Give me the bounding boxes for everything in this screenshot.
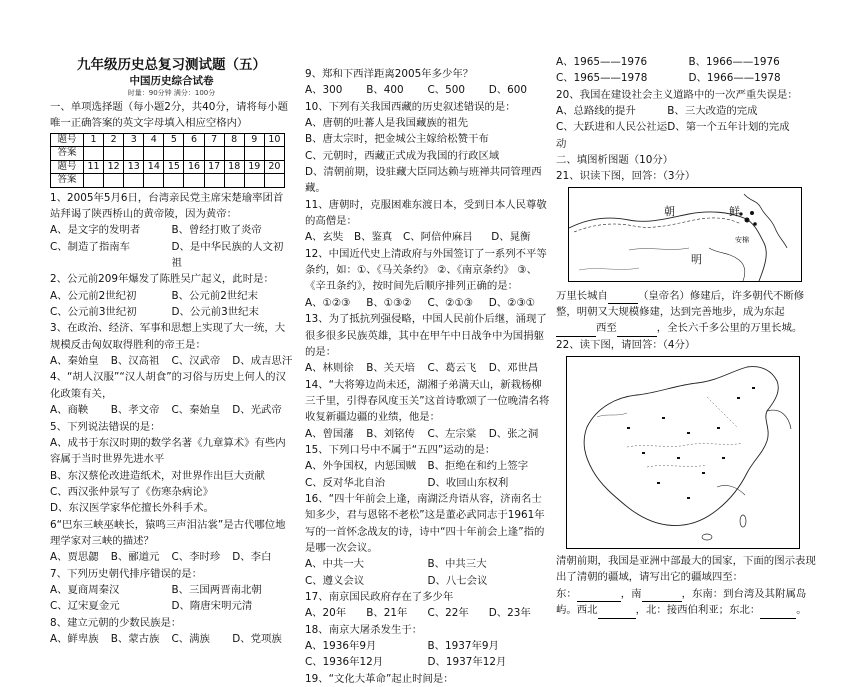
question-6-options: A、贾思勰 B、郦道元 C、李时珍 D、李白: [50, 551, 272, 564]
question-14-options: A、曾国藩 B、刘铭传 C、左宗棠 D、张之洞: [305, 427, 539, 440]
answer-cell[interactable]: [264, 174, 284, 188]
question-6: 6“巴东三峡巫峡长，猿鸣三声泪沾裳”是古代哪位地理学家对三峡的描述？: [50, 518, 286, 547]
question-20-options: A、总路线的提升 B、三大改造的完成 C、大跃进和人民公社运动 D、第一个五年计划的完成: [556, 105, 790, 150]
answer-cell[interactable]: [164, 147, 184, 161]
page-title: 九年级历史总复习测试题（五）: [77, 57, 266, 73]
question-8-options: A、鲜卑族 B、蒙古族 C、满族 D、党项族: [50, 632, 282, 645]
answer-cell[interactable]: [204, 174, 224, 188]
page-subtitle: 中国历史综合试卷: [129, 75, 214, 87]
column-middle: [305, 66, 550, 687]
answer-cell[interactable]: [84, 174, 104, 188]
question-9-options: A、300 B、400 C、500 D、600: [305, 84, 527, 97]
question-8: 8、建立元朝的少数民族是：: [50, 616, 182, 629]
answer-cell[interactable]: [224, 174, 244, 188]
blank-south-qing[interactable]: [642, 590, 682, 602]
question-3: 3、在政治、经济、军事和思想上实现了大一统，大规模反击匈奴取得胜利的帝王是：: [50, 322, 286, 351]
blank-emperor[interactable]: [608, 292, 638, 304]
question-12: 12、中国近代史上清政府与外国签订了一系列不平等条约，如：①、《马关条约》 ②、《南京条约》 ③、《辛丑条约》，按时间先后顺序排列正确的是：: [305, 247, 547, 293]
question-19: 19、“文化大革命”起止时间是：: [305, 672, 454, 685]
question-17-options: A、20年 B、21年 C、22年 D、23年: [305, 607, 531, 620]
section2-heading: 二、填图析图题（10分）: [556, 154, 674, 167]
question-5-option-d: D、东汉医学家华佗擅长外科手术。: [50, 502, 214, 515]
great-wall-map-drawing: [569, 188, 801, 281]
map-label-chao: 朝: [664, 204, 675, 218]
question-5-option-a: A、成书于东汉时期的数学名著《九章算术》有些内容属于当时世界先进水平: [50, 436, 286, 466]
question-13-options: A、林则徐 B、关天培 C、葛云飞 D、邓世昌: [305, 362, 539, 375]
answer-cell[interactable]: [144, 174, 164, 188]
map-label-anlin: 安棉: [735, 235, 749, 244]
question-20: 20、我国在建设社会主义道路中的一次严重失误是：: [556, 88, 798, 101]
question-19-options: A、1965——1976 B、1966——1976 C、1965——1978 D、1966——1978: [556, 56, 781, 85]
blank-east-qing[interactable]: [577, 590, 621, 602]
question-10-option-d: D、清朝前期，设驻藏大臣同达赖与班禅共同管理西藏。: [305, 166, 542, 195]
question-1: 1、2005年5月6日，台湾亲民党主席宋楚瑜率团首站拜谒了陕西桥山的黄帝陵，因为黄帝：: [50, 191, 284, 221]
table-row: 答案: [51, 147, 285, 161]
question-12-options: A、①②③ B、①③② C、②①③ D、②③①: [305, 296, 536, 309]
question-18: 18、南京大屠杀发生于：: [305, 623, 423, 636]
question-1-options: A、是文字的发明者 B、曾经打败了炎帝 C、制造了指南车 D、是中华民族的人文初祖: [50, 224, 284, 270]
section1-heading: 一、单项选择题（每小题2分，共40分，请将每小题唯一正确答案的英文字母填入相应空格内）: [50, 101, 289, 130]
question-22-text: 清朝前期，我国是亚洲中部最大的国家，下面的图示表现出了清朝的疆域，请写出它的疆域四至：: [556, 555, 816, 584]
answer-cell[interactable]: [224, 147, 244, 161]
map-label-ming: 明: [691, 252, 702, 266]
map-label-xian: 鲜: [729, 204, 740, 218]
question-14: 14、“大将筹边尚未还，湖湘子弟满天山，新栽杨柳三千里，引得春风度玉关”这首诗歌颂了一位晚清名将收复新疆边疆的业绩，他是：: [305, 378, 550, 424]
question-3-options: A、秦始皇 B、汉高祖 C、汉武帝 D、成吉思汗: [50, 355, 293, 368]
blank-east[interactable]: [556, 325, 596, 337]
question-7: 7、下列历史朝代排序错误的是：: [50, 567, 203, 580]
great-wall-map: [568, 187, 802, 282]
answer-cell[interactable]: [184, 174, 204, 188]
table-row: 题号 11 12 13 14 15 16 17 18 19 20: [51, 160, 285, 174]
qing-territory-map: [566, 356, 800, 549]
question-10-option-b: B、唐太宗时，把金城公主嫁给松赞干布: [305, 133, 489, 146]
question-15: 15、下列口号中不属于“五四”运动的是：: [305, 443, 496, 456]
answer-cell[interactable]: [264, 147, 284, 161]
question-15-options: A、外争国权，内惩国贼 B、拒绝在和约上签字 C、反对华北自治 D、收回山东权利: [305, 460, 529, 489]
blank-northwest-qing[interactable]: [598, 607, 636, 619]
answer-cell[interactable]: [204, 147, 224, 161]
column-left: [50, 54, 293, 647]
question-2-options: A、公元前2世纪初 B、公元前2世纪末 C、公元前3世纪初 D、公元前3世纪末: [50, 289, 259, 319]
column-right: [556, 54, 821, 619]
blank-northeast-qing[interactable]: [760, 607, 796, 619]
answer-cell[interactable]: [164, 174, 184, 188]
question-11-options: A、玄奘 B、鉴真 C、阿倍仲麻吕 D、晁衡: [305, 231, 531, 244]
question-13: 13、为了抵抗列强侵略，中国人民前仆后继，涌现了很多很多民族英雄，其中在甲午中日战争中为国捐躯的是：: [305, 313, 547, 358]
answer-cell[interactable]: [84, 147, 104, 161]
answer-cell[interactable]: [104, 147, 124, 161]
exam-meta: 时量：90分钟 满分：100分: [127, 89, 216, 97]
blank-west[interactable]: [617, 325, 657, 337]
question-9: 9、郑和下西洋距离2005年多少年？: [305, 68, 474, 80]
question-10-option-c: C、元朝时，西藏正式成为我国的行政区域: [305, 149, 500, 162]
question-17: 17、南京国民政府存在了多少年: [305, 591, 454, 603]
answer-cell[interactable]: [244, 174, 264, 188]
answer-cell[interactable]: [184, 147, 204, 161]
question-22: 22、读下图，请回答：（4分）: [556, 338, 696, 351]
answer-cell[interactable]: [244, 147, 264, 161]
question-10: 10、下列有关我国西藏的历史叙述错误的是：: [305, 100, 516, 113]
question-16: 16、“四十年前会上逢，南湖泛舟语从容，济南名士知多少，君与恩铭不老松”这是董必武同志于1961年写的一首怀念战友的诗，诗中“四十年前会上逢”指的是哪一次会议。: [305, 492, 545, 554]
question-21-text: 万里长城自 （皇帝名）修建后，许多朝代不断修整，明朝又大规模修建，达到完善地步，成为东起西至 ，全长六千多公里的万里长城。: [556, 288, 821, 337]
question-7-options: A、夏商周秦汉 B、三国两晋南北朝 C、辽宋夏金元 D、隋唐宋明元清: [50, 583, 262, 613]
question-11: 11、唐朝时，克服困难东渡日本，受到日本人民尊敬的高僧是：: [305, 198, 547, 228]
answer-cell[interactable]: [124, 174, 144, 188]
answer-table: [50, 133, 285, 188]
question-18-options: A、1936年9月 B、1937年9月 C、1936年12月 D、1937年12月: [305, 640, 507, 669]
question-4-options: A、商鞅 B、孝文帝 C、秦始皇 D、光武帝: [50, 404, 282, 417]
question-5-option-c: C、西汉张仲景写了《伤寒杂病论》: [50, 485, 214, 498]
answer-cell[interactable]: [104, 174, 124, 188]
question-16-options: A、中共一大 B、中共三大 C、遵义会议 D、八七会议: [305, 558, 488, 587]
question-21: 21、识读下图，回答：（3分）: [556, 170, 696, 183]
question-10-option-a: A、唐朝的吐蕃人是我国藏族的祖先: [305, 117, 468, 130]
answer-cell[interactable]: [124, 147, 144, 161]
question-22-blanks: 东： ，南 ，东南：到台湾及其附属岛屿。西北 ，北：接西伯利亚；东北： 。: [556, 586, 821, 619]
table-row: 答案: [51, 174, 285, 188]
question-5: 5、下列说法错误的是：: [50, 420, 161, 433]
question-2: 2、公元前209年爆发了陈胜吴广起义，此时是：: [50, 273, 274, 286]
question-5-option-b: B、东汉蔡伦改进造纸术，对世界作出巨大贡献: [50, 469, 265, 482]
qing-territory-map-drawing: [567, 357, 799, 548]
question-4: 4、“胡人汉服”“汉人胡食”的习俗与历史上何人的汉化政策有关，: [50, 371, 286, 400]
answer-cell[interactable]: [144, 147, 164, 161]
table-row: 题号 1 2 3 4 5 6 7 8 9 10: [51, 133, 285, 147]
